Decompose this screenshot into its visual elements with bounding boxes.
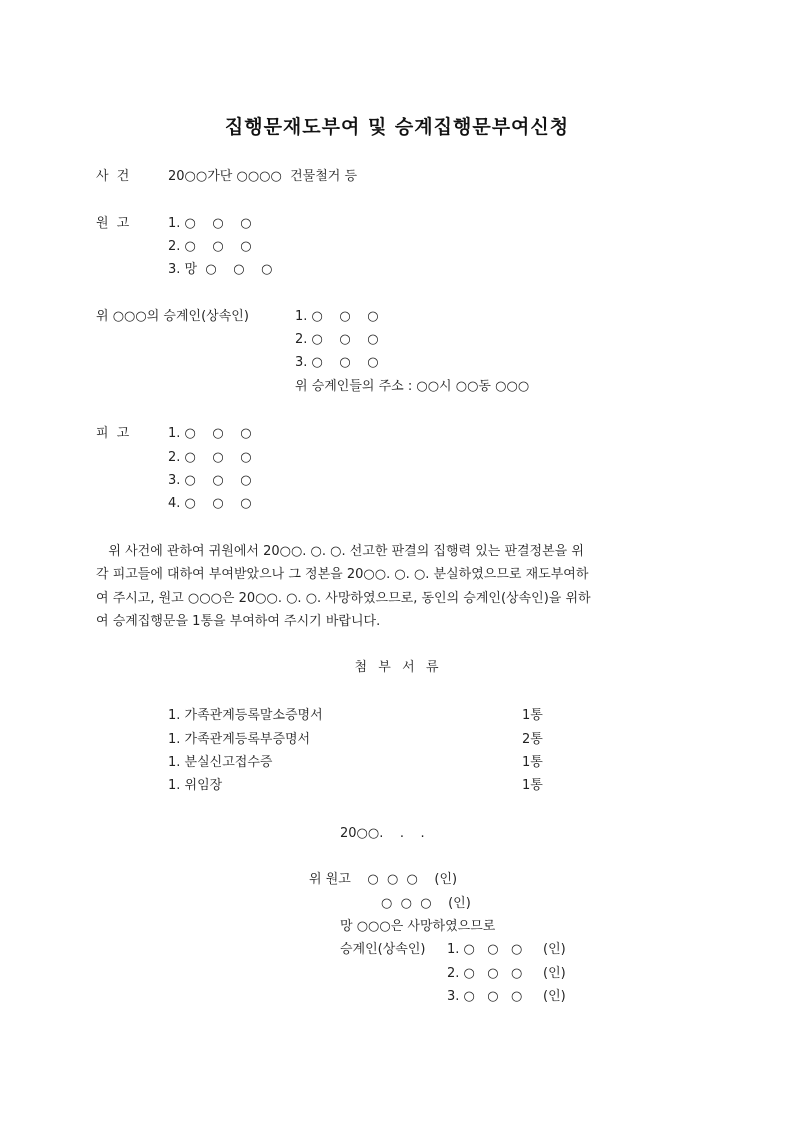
case-label: 사 건 (96, 169, 132, 184)
defendant-label: 피 고 (96, 426, 132, 441)
plaintiff-item: 2. ○ ○ ○ (168, 239, 252, 254)
defendant-item: 3. ○ ○ ○ (168, 473, 252, 488)
plaintiff-item: 3. 망 ○ ○ ○ (168, 262, 273, 277)
body-line: 여 승계집행문을 1통을 부여하여 주시기 바랍니다. (96, 613, 381, 629)
successor-item: 2. ○ ○ ○ (295, 332, 379, 347)
signature-plaintiff-2: ○ ○ ○ (인) (381, 896, 471, 911)
attachment-name: 1. 가족관계등록말소증명서 (168, 708, 323, 723)
body-paragraph (96, 540, 700, 633)
attachment-count: 1통 (522, 778, 543, 793)
case-value: 20○○가단 ○○○○ 건물철거 등 (168, 169, 358, 184)
successor-label: 위 ○○○의 승계인(상속인) (96, 309, 249, 324)
signature-deceased: 망 ○○○은 사망하였으므로 (340, 919, 496, 934)
signature-successor: 1. ○ ○ ○ (인) (447, 942, 566, 957)
attachment-name: 1. 분실신고접수증 (168, 755, 273, 770)
defendant-item: 2. ○ ○ ○ (168, 450, 252, 465)
body-line: 각 피고들에 대하여 부여받았으나 그 정본을 20○○. ○. ○. 분실하였으므로 재도부여하 (96, 567, 589, 583)
attachment-name: 1. 위임장 (168, 778, 223, 793)
successor-address: 위 승계인들의 주소 : ○○시 ○○동 ○○○ (295, 379, 530, 394)
signature-plaintiff: 위 원고 ○ ○ ○ (인) (309, 872, 458, 887)
defendant-item: 1. ○ ○ ○ (168, 426, 252, 441)
defendant-item: 4. ○ ○ ○ (168, 496, 252, 511)
signature-successor: 3. ○ ○ ○ (인) (447, 989, 566, 1004)
attachment-name: 1. 가족관계등록부증명서 (168, 732, 311, 747)
successor-item: 1. ○ ○ ○ (295, 309, 379, 324)
attachment-count: 1통 (522, 708, 543, 723)
plaintiff-label: 원 고 (96, 216, 132, 231)
signature-successor-label: 승계인(상속인) (340, 942, 426, 957)
document-date: 20○○. . . (340, 826, 425, 841)
successor-item: 3. ○ ○ ○ (295, 355, 379, 370)
body-line: 위 사건에 관하여 귀원에서 20○○. ○. ○. 선고한 판결의 집행력 있는 판결정본을 위 (96, 544, 584, 559)
signature-successor: 2. ○ ○ ○ (인) (447, 966, 566, 981)
body-line: 여 주시고, 원고 ○○○은 20○○. ○. ○. 사망하였으므로, 동인의 승계인(상속인)을 위하 (96, 590, 591, 606)
attachment-count: 1통 (522, 755, 543, 770)
document-title: 집행문재도부여 및 승계집행문부여신청 (224, 116, 570, 138)
attachments-heading: 첨 부 서 류 (354, 660, 440, 675)
attachment-count: 2통 (522, 732, 543, 747)
plaintiff-item: 1. ○ ○ ○ (168, 216, 252, 231)
